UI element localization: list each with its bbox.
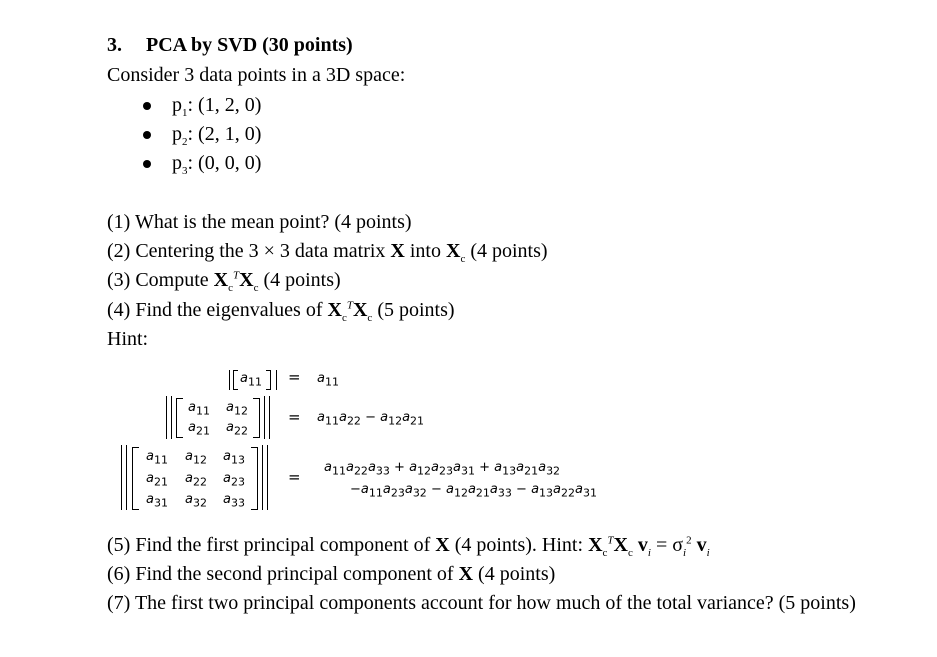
bullet-icon <box>143 160 151 168</box>
question-1: (1) What is the mean point? (4 points) <box>107 211 412 233</box>
hint-label: Hint: <box>107 328 149 350</box>
point-1: $p_1$: (1, 2, 0) <box>172 94 262 119</box>
point-2: $p_2$: (2, 1, 0) <box>172 123 262 148</box>
question-7: (7) The first two principal components account for how much of the total variance? (5 points) <box>107 592 856 614</box>
point-3: $p_3$: (0, 0, 0) <box>172 152 262 177</box>
question-title: PCA by SVD (30 points) <box>146 34 353 56</box>
question-number: 3. <box>107 34 122 56</box>
question-2: (2) Centering the 3 × 3 data matrix X into $X_c$ (4 points) <box>107 240 548 265</box>
bullet-icon <box>143 131 151 139</box>
intro-text: Consider 3 data points in a 3D space: <box>107 64 406 86</box>
bullet-icon <box>143 102 151 110</box>
question-5: (5) Find the first principal component of X (4 points). Hint: $X_c^TX_c$ $v_i = \sigma_i^2$ $v_i$ <box>107 534 710 559</box>
question-3: (3) Compute $X_c^TX_c$ (4 points) <box>107 269 341 294</box>
document-page: 3. PCA by SVD (30 points) Consider 3 data points in a 3D space: $p_1$: (1, 2, 0) $p_2$: (2, 1, 0) $p_3$: (0, 0, 0) (1) What is the mean point? (4 points) (2) Centering the 3 × 3 data matrix X into $X_c$ (4 points) (3) Compute $X_c^TX_c$ (4 points) (4) Find the eigenvalues of $X_c^TX_c$ (5 points) Hint: $a_{11}$ = $a_{11}$ $a_{11}$ $a_{12}$ $a_{21}$ $a_{22}$ = $a_{11}a_{22} - a_{12}a_{21}$ $a_{11}$ $a_{12}$ $a_{13}$ $a_{21}$ $a_{22}$ $a_{23}$ $a_{31}$ $a_{32}$ $a_{33}$ = $a_{11}a_{22}a_{33} + a_{12}a_{23}a_{31} + a_{13}a_{21}a_{32}$ $-a_{11}a_{23}a_{32} - a_{12}a_{21}a_{33} - a_{13}a_{22}a_{31}$ (5) Find the first principal component of X (4 points). Hint: $X_c^TX_c$ $v_i = \sigma_i^2$ $v_i$ (6) Find the second principal component of X (4 points) (7) The first two principal components account for how much of the total variance? (5 points) <box>0 0 937 657</box>
question-4: (4) Find the eigenvalues of $X_c^TX_c$ (5 points) <box>107 299 455 324</box>
question-6: (6) Find the second principal component of X (4 points) <box>107 563 556 585</box>
